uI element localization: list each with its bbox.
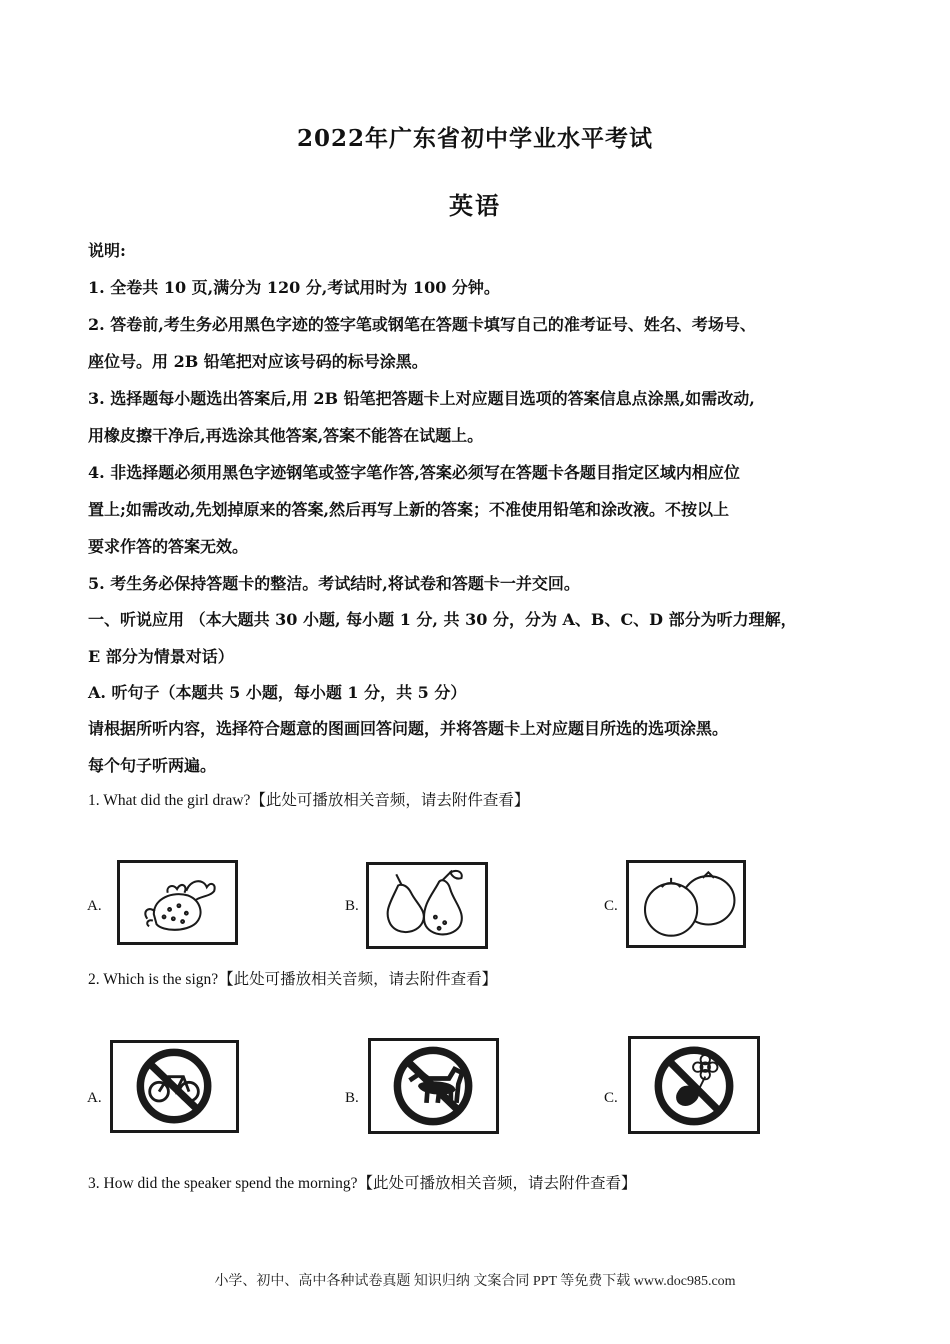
question-3-text: 3. How did the speaker spend the morning?【此处可播放相关音频，请去附件查看】	[88, 1175, 637, 1192]
instruction-line-5: 用橡皮擦干净后,再选涂其他答案,答案不能答在试题上。	[88, 426, 484, 445]
instruction-line-3: 座位号。用 2B 铅笔把对应该号码的标号涂黑。	[88, 352, 428, 371]
subject-title: 英语	[449, 191, 501, 220]
instructions-heading: 说明:	[88, 241, 126, 260]
tomatoes-icon	[629, 863, 743, 945]
q2-option-a-picture[interactable]	[110, 1040, 239, 1133]
exam-title: 2022年广东省初中学业水平考试	[296, 125, 653, 152]
pears-icon	[369, 865, 485, 946]
no-bicycle-icon	[113, 1043, 236, 1130]
direction-line-2: 每个句子听两遍。	[88, 756, 217, 775]
instruction-line-6: 4. 非选择题必须用黑色字迹钢笔或签字笔作答,答案必须写在答题卡各题目指定区域内相应位	[88, 463, 740, 482]
section-heading-line-2: E 部分为情景对话）	[88, 647, 234, 666]
direction-line-1: 请根据所听内容，选择符合题意的图画回答问题，并将答题卡上对应题目所选的选项涂黑。	[88, 719, 729, 738]
no-picking-flowers-icon	[631, 1039, 757, 1131]
q2-option-b-picture[interactable]	[368, 1038, 499, 1134]
instruction-line-9: 5. 考生务必保持答题卡的整洁。考试结时,将试卷和答题卡一并交回。	[88, 574, 580, 593]
instruction-line-7: 置上;如需改动,先划掉原来的答案,然后再写上新的答案；不准使用铅笔和涂改液。不按以上	[88, 500, 730, 519]
part-a-heading: A. 听句子（本题共 5 小题，每小题 1 分，共 5 分）	[88, 683, 467, 702]
q1-option-a-label: A.	[87, 898, 102, 914]
q1-option-c-label: C.	[604, 898, 618, 914]
section-heading-line-1: 一、听说应用 （本大题共 30 小题, 每小题 1 分, 共 30 分，分为 A、B、C、D 部分为听力理解，	[88, 610, 797, 629]
question-1-text: 1. What did the girl draw?【此处可播放相关音频，请去附件查看】	[88, 792, 530, 809]
instruction-line-4: 3. 选择题每小题选出答案后,用 2B 铅笔把答题卡上对应题目选项的答案信息点涂黑,如需改动,	[88, 389, 755, 408]
q1-option-b-label: B.	[345, 898, 359, 914]
strawberry-icon	[120, 863, 235, 942]
q1-option-a-picture[interactable]	[117, 860, 238, 945]
q2-option-c-picture[interactable]	[628, 1036, 760, 1134]
instruction-line-2: 2. 答卷前,考生务必用黑色字迹的签字笔或钢笔在答题卡填写自己的准考证号、姓名、考场号、	[88, 315, 756, 334]
q2-option-a-label: A.	[87, 1090, 102, 1106]
q1-option-c-picture[interactable]	[626, 860, 746, 948]
instruction-line-1: 1. 全卷共 10 页,满分为 120 分,考试用时为 100 分钟。	[88, 278, 500, 297]
question-2-text: 2. Which is the sign?【此处可播放相关音频，请去附件查看】	[88, 971, 498, 988]
q1-option-b-picture[interactable]	[366, 862, 488, 949]
q2-option-b-label: B.	[345, 1090, 359, 1106]
page-footer: 小学、初中、高中各种试卷真题 知识归纳 文案合同 PPT 等免费下载 www.doc985.com	[214, 1274, 736, 1289]
q2-option-c-label: C.	[604, 1090, 618, 1106]
instruction-line-8: 要求作答的答案无效。	[88, 537, 249, 556]
no-dogs-icon	[371, 1041, 496, 1131]
